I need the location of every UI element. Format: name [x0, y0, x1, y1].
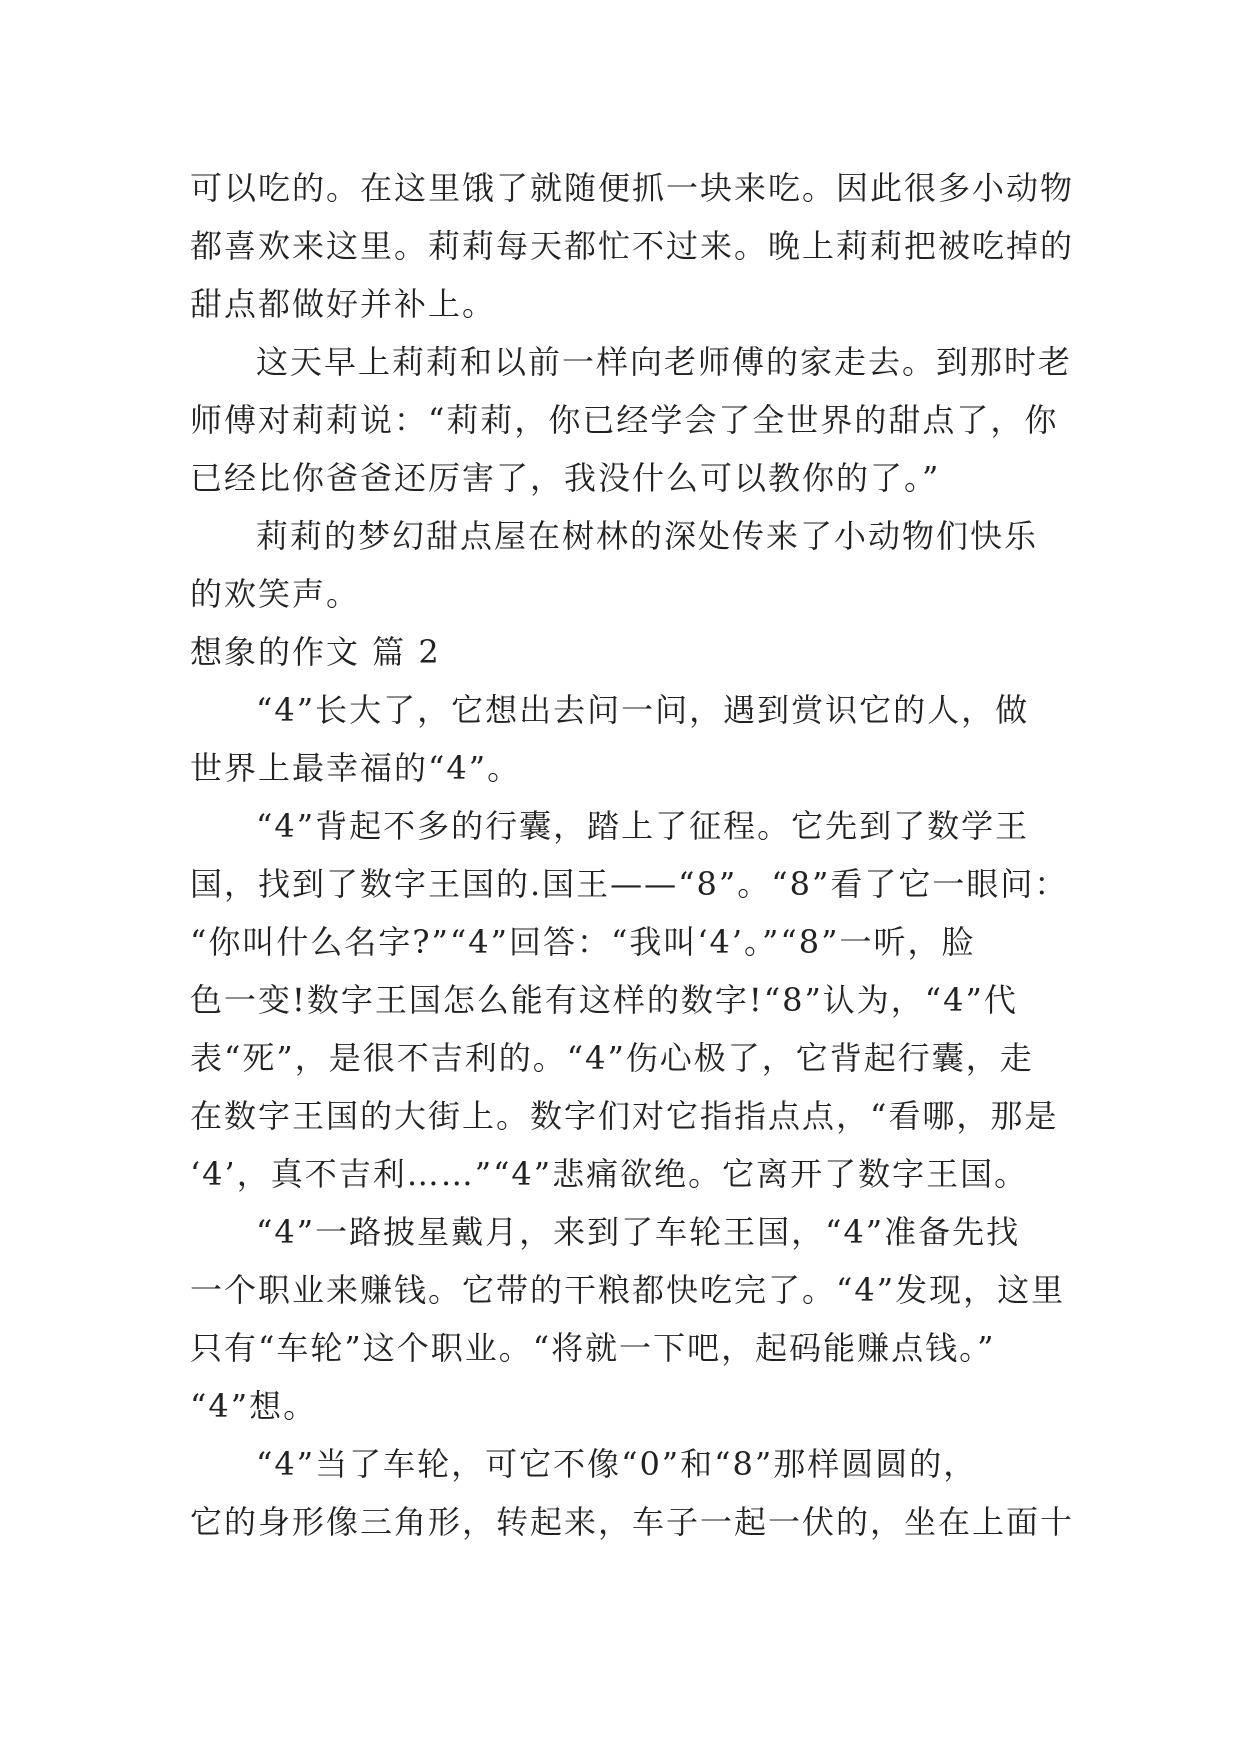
text-line: 表“死”，是很不吉利的。“4”伤心极了，它背起行囊，走	[190, 1039, 1034, 1077]
text-line: ‘4’，真不吉利……”“4”悲痛欲绝。它离开了数字王国。	[190, 1155, 1029, 1193]
text-line: 的欢笑声。	[190, 575, 361, 613]
text-line: 一个职业来赚钱。它带的干粮都快吃完了。“4”发现，这里	[190, 1271, 1066, 1309]
text-line: 都喜欢来这里。莉莉每天都忙不过来。晚上莉莉把被吃掉的	[190, 227, 1075, 265]
text-line: 国，找到了数字王国的.国王——“8”。“8”看了它一眼问：	[190, 865, 1069, 903]
text-line: “你叫什么名字?”“4”回答：“我叫‘4’。”“8”一听，脸	[190, 923, 976, 961]
text-line: “4”背起不多的行囊，踏上了征程。它先到了数学王	[256, 807, 1030, 845]
text-line: 在数字王国的大街上。数字们对它指指点点，“看哪，那是	[190, 1097, 1059, 1135]
text-line: “4”想。	[190, 1387, 318, 1425]
text-line: 甜点都做好并补上。	[190, 285, 497, 323]
section-heading: 想象的作文 篇 2	[190, 633, 441, 671]
text-line: 莉莉的梦幻甜点屋在树林的深处传来了小动物们快乐	[256, 517, 1039, 555]
text-line: 可以吃的。在这里饿了就随便抓一块来吃。因此很多小动物	[190, 169, 1075, 207]
text-line: “4”当了车轮，可它不像“0”和“8”那样圆圆的，	[256, 1445, 978, 1483]
text-line: 已经比你爸爸还厉害了，我没什么可以教你的了。”	[190, 459, 941, 497]
text-line: 它的身形像三角形，转起来，车子一起一伏的，坐在上面十	[190, 1503, 1075, 1541]
text-line: “4”一路披星戴月，来到了车轮王国，“4”准备先找	[256, 1213, 1021, 1251]
text-line: 世界上最幸福的“4”。	[190, 749, 522, 787]
text-line: 色一变!数字王国怎么能有这样的数字!“8”认为，“4”代	[190, 981, 1018, 1019]
text-line: “4”长大了，它想出去问一问，遇到赏识它的人，做	[256, 691, 1030, 729]
text-line: 这天早上莉莉和以前一样向老师傅的家走去。到那时老	[256, 343, 1073, 381]
text-line: 师傅对莉莉说：“莉莉，你已经学会了全世界的甜点了，你	[190, 401, 1059, 439]
text-line: 只有“车轮”这个职业。“将就一下吧，起码能赚点钱。”	[190, 1329, 996, 1367]
